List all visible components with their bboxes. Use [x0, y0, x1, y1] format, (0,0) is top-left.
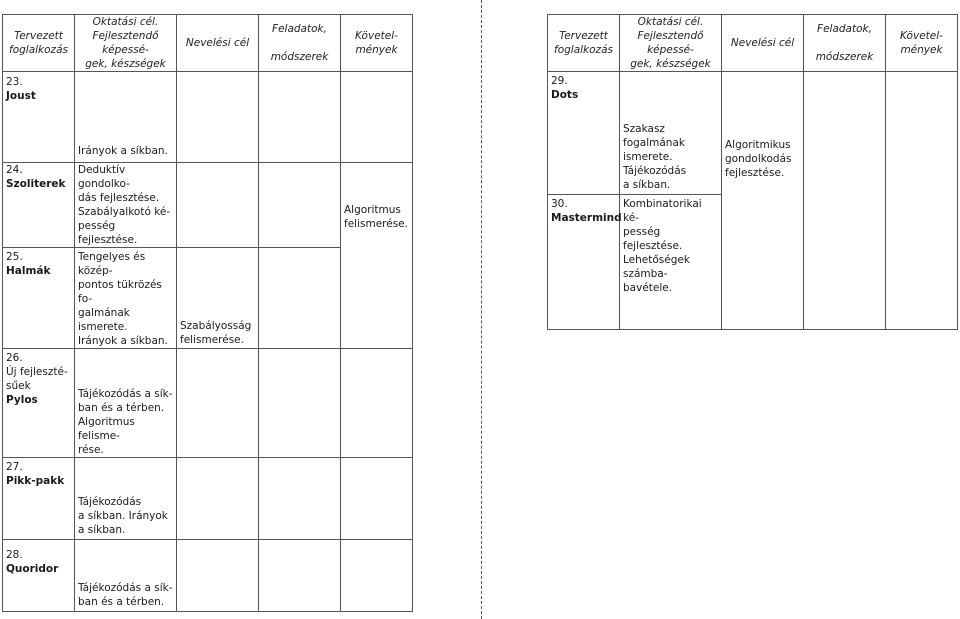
tasks-cell	[259, 458, 341, 540]
activity-name: Pikk-pakk	[6, 475, 65, 487]
right-page	[484, 0, 960, 619]
table-row	[3, 540, 413, 612]
education-cell	[177, 458, 259, 540]
tasks-cell	[259, 540, 341, 612]
activity-name: Pylos	[6, 394, 38, 406]
tasks-cell	[259, 248, 341, 349]
requirements-cell: Algoritmus felismerése.	[341, 163, 413, 349]
header-requirements: Követel- mények	[341, 15, 413, 72]
activity-name: Quoridor	[6, 563, 59, 575]
header-row	[548, 15, 958, 72]
header-requirements: Követel- mények	[886, 15, 958, 72]
activity-name: Szoliterek	[6, 178, 66, 190]
activity-cell	[3, 349, 75, 458]
table-row	[3, 163, 413, 248]
education-cell: Algoritmikus gondolkodás fejlesztése.	[722, 72, 804, 330]
right-table	[547, 14, 958, 330]
activity-number: 25.	[6, 251, 23, 263]
table-row	[3, 458, 413, 540]
goal-cell: Tájékozódás a sík- ban és a térben. Algoritmus felisme- rése.	[75, 349, 177, 458]
header-row	[3, 15, 413, 72]
left-table	[2, 14, 413, 612]
activity-cell	[3, 540, 75, 612]
activity-number: 27.	[6, 461, 23, 473]
requirements-cell	[341, 540, 413, 612]
activity-cell	[3, 248, 75, 349]
tasks-cell	[804, 72, 886, 330]
header-teaching-goal: Oktatási cél. Fejlesztendő képessé- gek, készségek	[75, 15, 177, 72]
page-divider	[481, 0, 482, 619]
header-methods: módszerek	[815, 51, 874, 63]
requirements-cell	[341, 72, 413, 163]
tasks-cell	[259, 163, 341, 248]
activity-cell	[548, 72, 620, 195]
header-tasks-methods	[259, 15, 341, 72]
activity-number: 24.	[6, 164, 23, 176]
education-cell: Szabályosság felismerése.	[177, 248, 259, 349]
table-row	[3, 349, 413, 458]
header-education-goal: Nevelési cél	[177, 15, 259, 72]
header-tasks: Feladatok,	[272, 23, 327, 35]
header-methods: módszerek	[270, 51, 329, 63]
activity-number: 28.	[6, 549, 23, 561]
goal-cell: Tájékozódás a sík- ban és a térben.	[75, 540, 177, 612]
header-education-goal: Nevelési cél	[722, 15, 804, 72]
table-row	[3, 72, 413, 163]
header-tasks-methods	[804, 15, 886, 72]
goal-cell: Szakasz fogalmának ismerete. Tájékozódás a síkban.	[620, 72, 722, 195]
education-cell	[177, 540, 259, 612]
goal-cell: Irányok a síkban.	[75, 72, 177, 163]
activity-cell	[3, 458, 75, 540]
activity-number: 29.	[551, 75, 568, 87]
header-teaching-goal: Oktatási cél. Fejlesztendő képessé- gek, készségek	[620, 15, 722, 72]
activity-number: 23.	[6, 76, 23, 88]
header-planned-activity: Tervezett foglalkozás	[3, 15, 75, 72]
goal-cell: Kombinatorikai ké- pesség fejlesztése. Lehetőségek számba- bavétele.	[620, 195, 722, 330]
activity-subtitle: Új fejleszté- sűek	[6, 366, 68, 392]
tasks-cell	[259, 72, 341, 163]
requirements-cell	[341, 349, 413, 458]
education-cell	[177, 72, 259, 163]
requirements-cell	[341, 458, 413, 540]
activity-name: Dots	[551, 89, 579, 101]
activity-cell	[3, 72, 75, 163]
goal-cell: Deduktív gondolko- dás fejlesztése. Szabályalkotó ké- pesség fejlesztése.	[75, 163, 177, 248]
activity-name: Joust	[6, 90, 36, 102]
header-planned-activity: Tervezett foglalkozás	[548, 15, 620, 72]
goal-cell: Tájékozódás a síkban. Irányok a síkban.	[75, 458, 177, 540]
activity-number: 26.	[6, 352, 23, 364]
goal-cell: Tengelyes és közép- pontos tükrözés fo- galmának ismerete. Irányok a síkban.	[75, 248, 177, 349]
activity-cell	[548, 195, 620, 330]
education-cell	[177, 349, 259, 458]
activity-name: Halmák	[6, 265, 51, 277]
activity-number: 30.	[551, 198, 568, 210]
activity-cell	[3, 163, 75, 248]
table-row	[548, 72, 958, 195]
header-tasks: Feladatok,	[817, 23, 872, 35]
tasks-cell	[259, 349, 341, 458]
education-cell	[177, 163, 259, 248]
requirements-cell	[886, 72, 958, 330]
activity-name: Mastermind	[551, 212, 622, 224]
